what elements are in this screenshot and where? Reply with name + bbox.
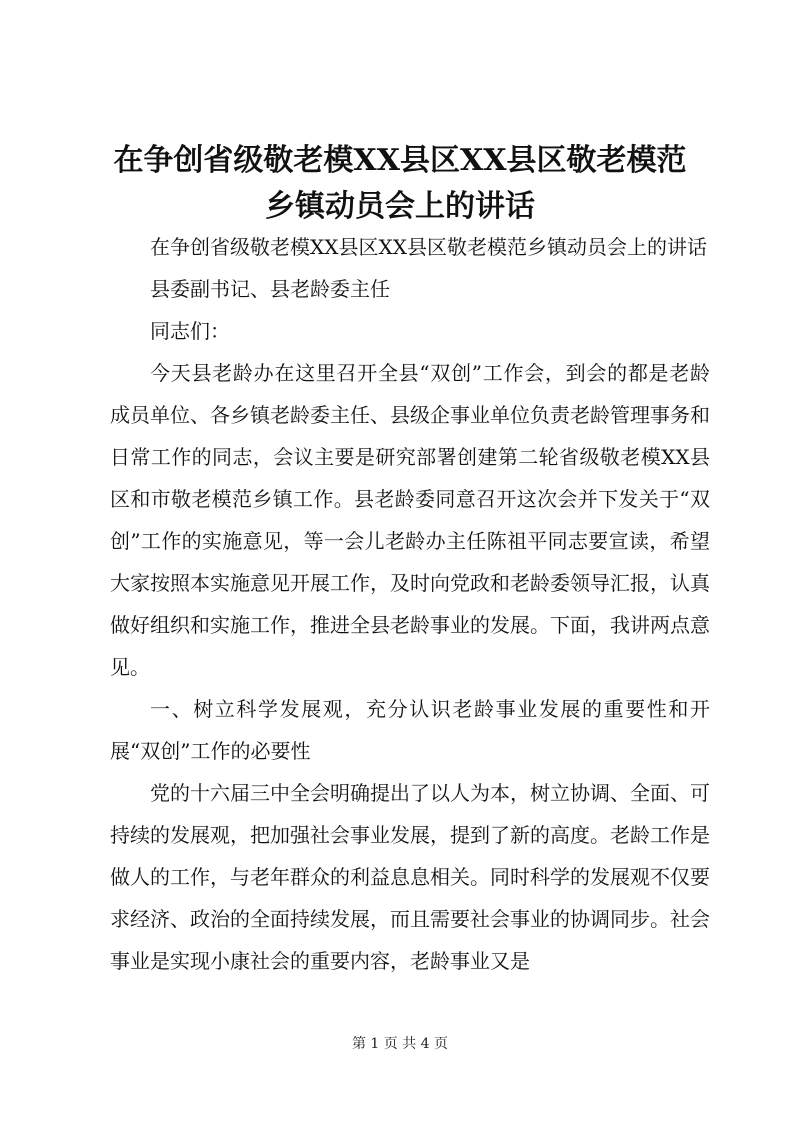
document-body <box>110 226 710 982</box>
paragraph-subject: 在争创省级敬老模XX县区XX县区敬老模范乡镇动员会上的讲话 <box>150 235 707 259</box>
paragraph-section-body: 党的十六届三中全会明确提出了以人为本，树立协调、全面、可持续的发展观，把加强社会事业发展，提到了新的高度。老龄工作是做人的工作，与老年群众的利益息息相关。同时科学的发展观不仅要求经济、政治的全面持续发展，而且需要社会事业的协调同步。社会事业是实现小康社会的重要内容，老龄事业又是 <box>110 781 710 973</box>
document-title: 在争创省级敬老模XX县区XX县区敬老模范乡镇动员会上的讲话 <box>113 143 687 224</box>
paragraph-speaker: 县委副书记、县老龄委主任 <box>150 277 390 301</box>
paragraph-section-heading: 一、树立科学发展观，充分认识老龄事业发展的重要性和开展“双创”工作的必要性 <box>110 697 710 763</box>
paragraph-salutation: 同志们： <box>150 319 230 343</box>
paragraph-intro: 今天县老龄办在这里召开全县“双创”工作会，到会的都是老龄成员单位、各乡镇老龄委主任、县级企事业单位负责老龄管理事务和日常工作的同志，会议主要是研究部署创建第二轮省级敬老模XX县区和市敬老模范乡镇工作。县老龄委同意召开这次会并下发关于“双创”工作的实施意见，等一会儿老龄办主任陈祖平同志要宣读，希望大家按照本实施意见开展工作，及时向党政和老龄委领导汇报，认真做好组织和实施工作，推进全县老龄事业的发展。下面，我讲两点意见。 <box>110 361 710 679</box>
page-number-footer: 第 1 页 共 4 页 <box>351 1036 449 1052</box>
